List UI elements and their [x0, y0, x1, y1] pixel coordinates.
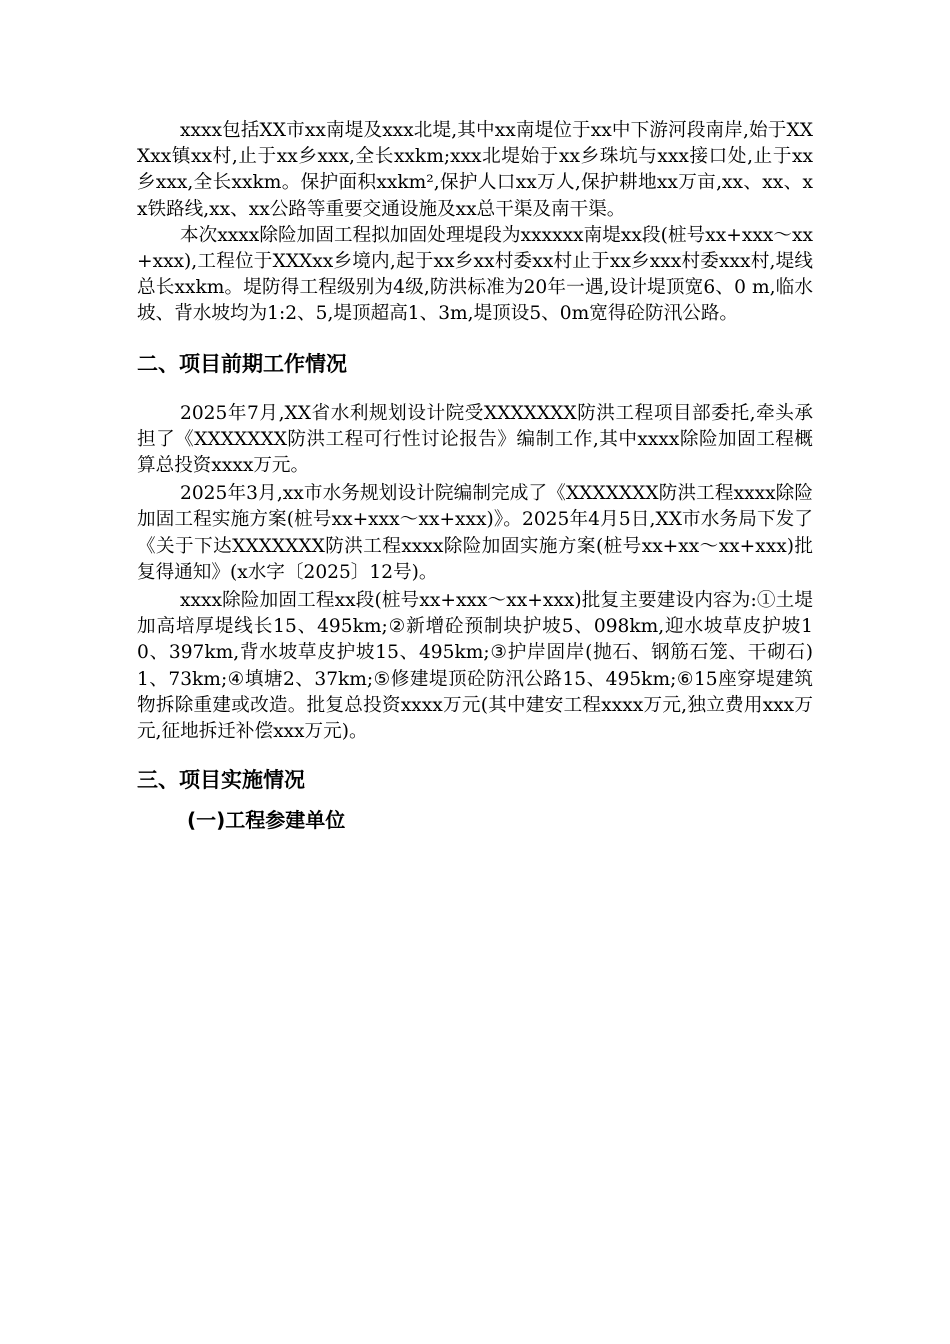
- section2-paragraph-2: 2025年3月,xx市水务规划设计院编制完成了《XXXXXXX防洪工程xxxx除险加固工程实施方案(桩号xx+xxx～xx+xxx)》。2025年4月5日,XX市水务局下发了《关于下达XXXXXXX防洪工程xxxx除险加固实施方案(桩号xx+xx～xx+xxx)批复得通知》(x水字〔2025〕12号)。: [137, 483, 813, 583]
- intro-paragraph-1: xxxx包括XX市xx南堤及xxx北堤,其中xx南堤位于xx中下游河段南岸,始于XXXxx镇xx村,止于xx乡xxx,全长xxkm;xxx北堤始于xx乡珠坑与xxx接口处,止于xx乡xxx,全长xxkm。保护面积xxkm²,保护人口xx万人,保护耕地xx万亩,xx、xx、xx铁路线,xx、xx公路等重要交通设施及xx总干渠及南干渠。: [137, 120, 813, 220]
- section2-paragraph-1: 2025年7月,XX省水利规划设计院受XXXXXXX防洪工程项目部委托,牵头承担了《XXXXXXX防洪工程可行性讨论报告》编制工作,其中xxxx除险加固工程概算总投资xxxx万元。: [137, 402, 813, 477]
- section-heading-3: 三、项目实施情况: [137, 768, 305, 793]
- intro-paragraph-2: 本次xxxx除险加固工程拟加固处理堤段为xxxxxx南堤xx段(桩号xx+xxx～xx+xxx),工程位于XXXxx乡境内,起于xx乡xx村委xx村止于xx乡xxx村委xxx村,堤线总长xxkm。堤防得工程级别为4级,防洪标准为20年一遇,设计堤顶宽6、0 m,临水坡、背水坡均为1:2、5,堤顶超高1、3m,堤顶设5、0m宽得砼防汛公路。: [137, 224, 813, 325]
- section-heading-2: 二、项目前期工作情况: [137, 351, 347, 376]
- subsection-heading-1: (一)工程参建单位: [187, 808, 346, 833]
- section2-paragraph-3: xxxx除险加固工程xx段(桩号xx+xxx～xx+xxx)批复主要建设内容为:①土堤加高培厚堤线长15、495km;②新增砼预制块护坡5、098km,迎水坡草皮护坡10、397km,背水坡草皮护坡15、495km;③护岸固岸(抛石、钢筋石笼、干砌石)1、73km;④填塘2、37km;⑤修建堤顶砼防汛公路15、495km;⑥15座穿堤建筑物拆除重建或改造。批复总投资xxxx万元(其中建安工程xxxx万元,独立费用xxx万元,征地拆迁补偿xxx万元)。: [137, 590, 813, 743]
- document-page: [137, 118, 813, 835]
